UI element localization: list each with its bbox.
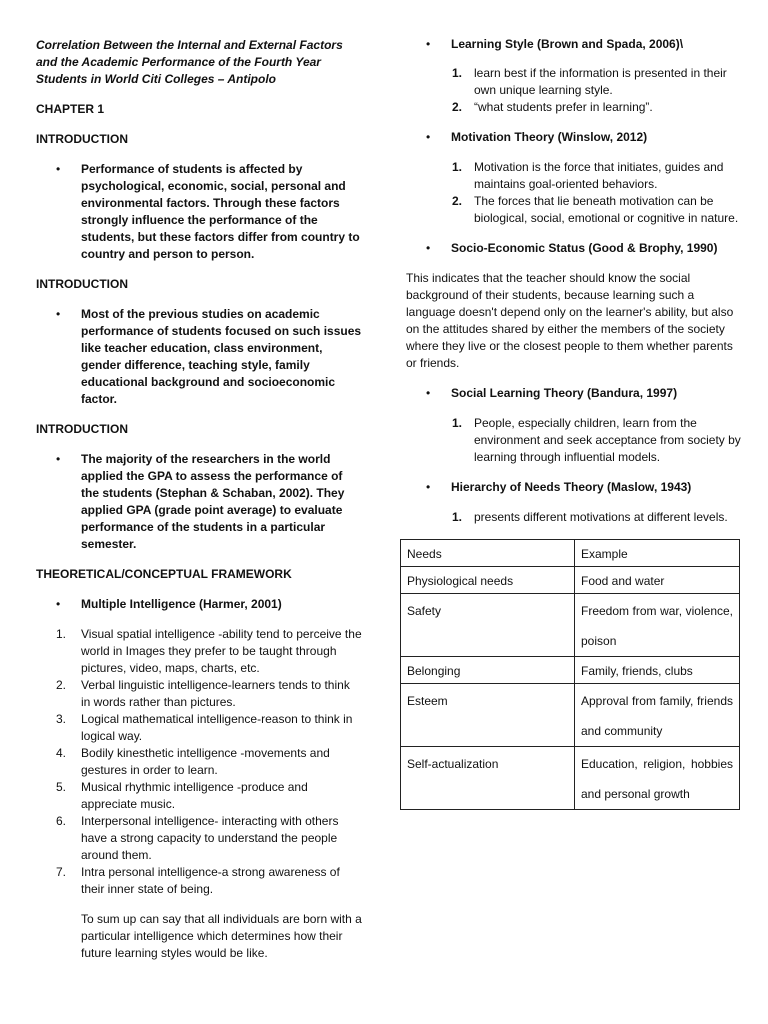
list-item: 4. Bodily kinesthetic intelligence -movements and gestures in order to learn. <box>56 746 330 777</box>
table-cell: Education, religion, hobbies and personal growth <box>575 747 740 810</box>
intro-heading-3: INTRODUCTION <box>36 422 128 436</box>
intelligence-list <box>36 626 362 898</box>
table-cell: Belonging <box>401 657 575 684</box>
list-item: 7. Intra personal intelligence-a strong awareness of their inner state of being. <box>56 865 340 896</box>
document-title: Correlation Between the Internal and External Factors and the Academic Performance of the Fourth Year Students in World Citi Colleges – Antipolo <box>36 38 343 86</box>
table-row <box>401 567 740 594</box>
table-cell: Esteem <box>401 684 575 747</box>
hierarchy-needs-bullet: • Hierarchy of Needs Theory (Maslow, 1943) <box>426 480 692 494</box>
left-column <box>36 30 362 962</box>
bullet-dot: • <box>426 480 431 494</box>
hierarchy-needs-list <box>406 509 742 526</box>
bullet-dot: • <box>56 452 61 466</box>
table-header-cell: Needs <box>401 540 575 567</box>
intro-bullet-2: • Most of the previous studies on academic performance of students focused on such issues like teacher education, class environment, gender difference, teaching style, family educational background and socioeconomic factor. <box>56 307 362 406</box>
motivation-theory-bullet: • Motivation Theory (Winslow, 2012) <box>426 130 648 144</box>
social-learning-bullet: • Social Learning Theory (Bandura, 1997) <box>426 386 678 400</box>
list-item: 1. learn best if the information is presented in their own unique learning style. <box>452 66 727 97</box>
table-cell: Self-actualization <box>401 747 575 810</box>
table-cell: Food and water <box>575 567 740 594</box>
list-item: 1. presents different motivations at different levels. <box>452 510 728 524</box>
list-item: 1. Visual spatial intelligence -ability tend to perceive the world in Images they prefer to be taught through pictures, video, maps, charts, etc. <box>56 627 362 675</box>
table-cell: Family, friends, clubs <box>575 657 740 684</box>
social-learning-list <box>406 415 742 466</box>
table-row <box>401 594 740 657</box>
table-cell: Physiological needs <box>401 567 575 594</box>
intro-heading-1: INTRODUCTION <box>36 132 128 146</box>
table-row <box>401 747 740 810</box>
chapter-heading: CHAPTER 1 <box>36 102 105 116</box>
table-cell: Freedom from war, violence, poison <box>575 594 740 657</box>
learning-style-bullet: • Learning Style (Brown and Spada, 2006)\ <box>426 37 684 51</box>
list-item: 5. Musical rhythmic intelligence -produce and appreciate music. <box>56 780 308 811</box>
bullet-dot: • <box>56 597 61 611</box>
motivation-list <box>406 159 742 227</box>
list-item: 3. Logical mathematical intelligence-reason to think in logical way. <box>56 712 353 743</box>
intro-heading-2: INTRODUCTION <box>36 277 128 291</box>
list-item: 1. Motivation is the force that initiates, guides and maintains goal-oriented behaviors. <box>452 160 724 191</box>
table-cell: Approval from family, friends and community <box>575 684 740 747</box>
learning-style-list <box>406 65 742 116</box>
multiple-intelligence-bullet: • Multiple Intelligence (Harmer, 2001) <box>56 597 282 611</box>
socio-economic-bullet: • Socio-Economic Status (Good & Brophy, 1990) <box>426 241 718 255</box>
bullet-dot: • <box>56 307 61 321</box>
table-header-cell: Example <box>575 540 740 567</box>
list-item: 6. Interpersonal intelligence- interacting with others have a strong capacity to understand the people around them. <box>56 814 339 862</box>
bullet-dot: • <box>426 37 431 51</box>
list-item: 2. “what students prefer in learning”. <box>452 100 653 114</box>
bullet-dot: • <box>426 241 431 255</box>
right-column <box>406 30 742 810</box>
bullet-dot: • <box>426 386 431 400</box>
list-item: 2. Verbal linguistic intelligence-learners tends to think in words rather than pictures. <box>56 678 350 709</box>
table-row <box>401 657 740 684</box>
table-cell: Safety <box>401 594 575 657</box>
list-item: 2. The forces that lie beneath motivation can be biological, social, emotional or cognitive in nature. <box>452 194 739 225</box>
table-row <box>401 684 740 747</box>
intro-bullet-3: • The majority of the researchers in the world applied the GPA to assess the performance of the students (Stephan & Schaban, 2002). They applied GPA (grade point average) to evaluate performance of the students in a particular semester. <box>56 452 345 551</box>
intro-bullet-1: • Performance of students is affected by psychological, economic, social, personal and environmental factors. Through these factors strongly influence the performance of the students, but these factors differ from country to country and person to person. <box>56 162 360 261</box>
socio-economic-paragraph: This indicates that the teacher should know the social background of their students, because learning such a language doesn't depend only on the learner's ability, but also on the attitudes shared by either the members of the society where they live or the closest people to them whether parents or friends. <box>406 271 734 370</box>
summary-paragraph: To sum up can say that all individuals are born with a particular intelligence which determines how their future learning styles would be like. <box>81 912 362 960</box>
list-item: 1. People, especially children, learn from the environment and seek acceptance from society by learning through influential models. <box>452 416 741 464</box>
bullet-dot: • <box>426 130 431 144</box>
table-header-row <box>401 540 740 567</box>
needs-table <box>400 539 740 810</box>
framework-heading: THEORETICAL/CONCEPTUAL FRAMEWORK <box>36 567 292 581</box>
bullet-dot: • <box>56 162 61 176</box>
